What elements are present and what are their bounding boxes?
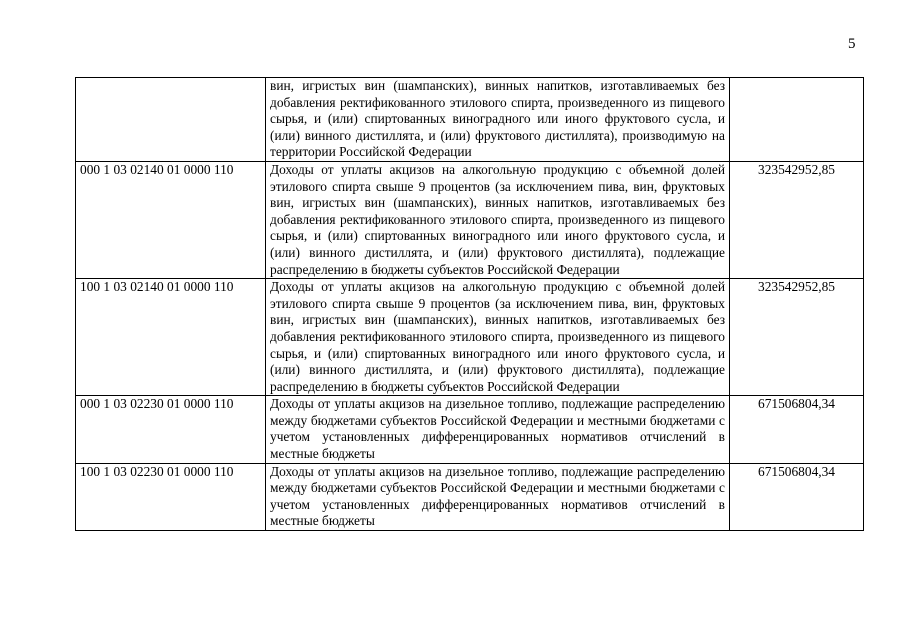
revenue-code-cell: 100 1 03 02140 01 0000 110	[76, 279, 266, 396]
revenue-code-cell: 100 1 03 02230 01 0000 110	[76, 463, 266, 530]
table-row	[76, 396, 864, 463]
revenue-amount-cell: 671506804,34	[730, 463, 864, 530]
table-row	[76, 78, 864, 162]
page-number: 5	[848, 36, 856, 52]
revenue-amount-cell	[730, 78, 864, 162]
revenue-name-cell: вин, игристых вин (шампанских), винных напитков, изготавливаемых без добавления ректификованного этилового спирта, произведенного из пищевого сырья, и (или) спиртованных виноградного или иного фруктового сусла, и (или) винного дистиллята, и (или) фруктового дистиллята), производимую на территории Российской Федерации	[266, 78, 730, 162]
revenue-name-cell: Доходы от уплаты акцизов на алкогольную продукцию с объемной долей этилового спирта свыше 9 процентов (за исключением пива, вин, фруктовых вин, игристых вин (шампанских), винных напитков, изготавливаемых без добавления ректификованного этилового спирта, произведенного из пищевого сырья, и (или) спиртованных виноградного или иного фруктового сусла, и (или) винного дистиллята, и (или) фруктового дистиллята), подлежащие распределению в бюджеты субъектов Российской Федерации	[266, 279, 730, 396]
revenue-name-cell: Доходы от уплаты акцизов на дизельное топливо, подлежащие распределению между бюджетами субъектов Российской Федерации и местными бюджетами с учетом установленных дифференцированных нормативов отчислений в местные бюджеты	[266, 463, 730, 530]
revenue-name-cell: Доходы от уплаты акцизов на алкогольную продукцию с объемной долей этилового спирта свыше 9 процентов (за исключением пива, вин, фруктовых вин, игристых вин (шампанских), винных напитков, изготавливаемых без добавления ректификованного этилового спирта, произведенного из пищевого сырья, и (или) спиртованных виноградного или иного фруктового сусла, и (или) винного дистиллята, и (или) фруктового дистиллята), подлежащие распределению в бюджеты субъектов Российской Федерации	[266, 161, 730, 278]
table-row	[76, 463, 864, 530]
revenue-code-cell: 000 1 03 02140 01 0000 110	[76, 161, 266, 278]
revenue-code-cell: 000 1 03 02230 01 0000 110	[76, 396, 266, 463]
table-row	[76, 279, 864, 396]
revenue-code-cell	[76, 78, 266, 162]
table-row	[76, 161, 864, 278]
revenue-name-cell: Доходы от уплаты акцизов на дизельное топливо, подлежащие распределению между бюджетами субъектов Российской Федерации и местными бюджетами с учетом установленных дифференцированных нормативов отчислений в местные бюджеты	[266, 396, 730, 463]
budget-revenue-table	[75, 77, 864, 531]
revenue-amount-cell: 671506804,34	[730, 396, 864, 463]
revenue-amount-cell: 323542952,85	[730, 161, 864, 278]
revenue-amount-cell: 323542952,85	[730, 279, 864, 396]
